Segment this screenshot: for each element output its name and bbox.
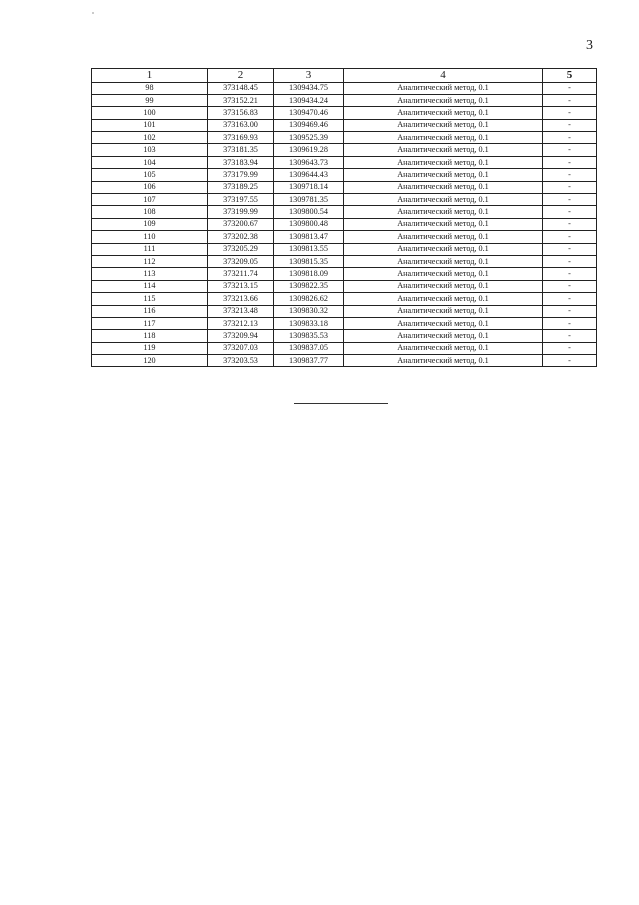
- cell-x-coordinate: 373189.25: [208, 181, 274, 193]
- cell-x-coordinate: 373179.99: [208, 169, 274, 181]
- cell-y-coordinate: 1309822.35: [274, 280, 344, 292]
- table-row: [92, 330, 597, 342]
- cell-note: -: [543, 255, 597, 267]
- cell-note: -: [543, 206, 597, 218]
- table-row: [92, 144, 597, 156]
- cell-note: -: [543, 280, 597, 292]
- cell-y-coordinate: 1309837.77: [274, 355, 344, 367]
- cell-method: Аналитический метод, 0.1: [344, 169, 543, 181]
- table-header: [92, 69, 597, 83]
- cell-note: -: [543, 355, 597, 367]
- table-row: [92, 243, 597, 255]
- header-col-4: 4: [344, 69, 543, 83]
- cell-method: Аналитический метод, 0.1: [344, 119, 543, 131]
- table-row: [92, 355, 597, 367]
- cell-note: -: [543, 268, 597, 280]
- cell-method: Аналитический метод, 0.1: [344, 132, 543, 144]
- cell-x-coordinate: 373163.00: [208, 119, 274, 131]
- cell-y-coordinate: 1309813.47: [274, 231, 344, 243]
- cell-point-number: 115: [92, 293, 208, 305]
- cell-y-coordinate: 1309837.05: [274, 342, 344, 354]
- cell-method: Аналитический метод, 0.1: [344, 206, 543, 218]
- cell-y-coordinate: 1309835.53: [274, 330, 344, 342]
- cell-y-coordinate: 1309800.54: [274, 206, 344, 218]
- cell-method: Аналитический метод, 0.1: [344, 181, 543, 193]
- cell-x-coordinate: 373169.93: [208, 132, 274, 144]
- cell-method: Аналитический метод, 0.1: [344, 218, 543, 230]
- table-row: [92, 156, 597, 168]
- cell-y-coordinate: 1309781.35: [274, 194, 344, 206]
- cell-method: Аналитический метод, 0.1: [344, 156, 543, 168]
- cell-x-coordinate: 373209.94: [208, 330, 274, 342]
- cell-method: Аналитический метод, 0.1: [344, 243, 543, 255]
- cell-point-number: 114: [92, 280, 208, 292]
- cell-method: Аналитический метод, 0.1: [344, 231, 543, 243]
- cell-point-number: 112: [92, 255, 208, 267]
- cell-method: Аналитический метод, 0.1: [344, 255, 543, 267]
- cell-note: -: [543, 94, 597, 106]
- cell-point-number: 109: [92, 218, 208, 230]
- cell-x-coordinate: 373152.21: [208, 94, 274, 106]
- cell-method: Аналитический метод, 0.1: [344, 144, 543, 156]
- cell-method: Аналитический метод, 0.1: [344, 280, 543, 292]
- cell-point-number: 106: [92, 181, 208, 193]
- end-divider-line: [294, 403, 388, 404]
- cell-point-number: 118: [92, 330, 208, 342]
- cell-x-coordinate: 373181.35: [208, 144, 274, 156]
- cell-y-coordinate: 1309643.73: [274, 156, 344, 168]
- cell-method: Аналитический метод, 0.1: [344, 342, 543, 354]
- cell-x-coordinate: 373199.99: [208, 206, 274, 218]
- cell-method: Аналитический метод, 0.1: [344, 293, 543, 305]
- cell-x-coordinate: 373212.13: [208, 317, 274, 329]
- cell-y-coordinate: 1309833.18: [274, 317, 344, 329]
- cell-x-coordinate: 373213.66: [208, 293, 274, 305]
- table-row: [92, 82, 597, 94]
- cell-x-coordinate: 373156.83: [208, 107, 274, 119]
- cell-y-coordinate: 1309800.48: [274, 218, 344, 230]
- table-row: [92, 280, 597, 292]
- page-number: 3: [586, 38, 593, 53]
- table-row: [92, 194, 597, 206]
- table-row: [92, 317, 597, 329]
- cell-point-number: 100: [92, 107, 208, 119]
- cell-point-number: 113: [92, 268, 208, 280]
- cell-y-coordinate: 1309813.55: [274, 243, 344, 255]
- cell-note: -: [543, 293, 597, 305]
- cell-note: -: [543, 231, 597, 243]
- table-row: [92, 268, 597, 280]
- cell-method: Аналитический метод, 0.1: [344, 317, 543, 329]
- table-row: [92, 305, 597, 317]
- header-col-3: 3: [274, 69, 344, 83]
- cell-point-number: 99: [92, 94, 208, 106]
- cell-note: -: [543, 132, 597, 144]
- table-row: [92, 218, 597, 230]
- cell-note: -: [543, 330, 597, 342]
- table-row: [92, 231, 597, 243]
- table-row: [92, 181, 597, 193]
- cell-point-number: 104: [92, 156, 208, 168]
- cell-point-number: 108: [92, 206, 208, 218]
- cell-y-coordinate: 1309644.43: [274, 169, 344, 181]
- cell-note: -: [543, 218, 597, 230]
- cell-note: -: [543, 107, 597, 119]
- cell-point-number: 119: [92, 342, 208, 354]
- cell-note: -: [543, 144, 597, 156]
- table-row: [92, 94, 597, 106]
- table-row: [92, 169, 597, 181]
- table-row: [92, 255, 597, 267]
- cell-x-coordinate: 373148.45: [208, 82, 274, 94]
- cell-point-number: 117: [92, 317, 208, 329]
- table-row: [92, 132, 597, 144]
- cell-note: -: [543, 82, 597, 94]
- cell-point-number: 103: [92, 144, 208, 156]
- cell-method: Аналитический метод, 0.1: [344, 94, 543, 106]
- cell-note: -: [543, 243, 597, 255]
- cell-y-coordinate: 1309815.35: [274, 255, 344, 267]
- cell-point-number: 105: [92, 169, 208, 181]
- cell-point-number: 116: [92, 305, 208, 317]
- cell-method: Аналитический метод, 0.1: [344, 330, 543, 342]
- cell-x-coordinate: 373183.94: [208, 156, 274, 168]
- cell-point-number: 102: [92, 132, 208, 144]
- cell-x-coordinate: 373213.15: [208, 280, 274, 292]
- cell-y-coordinate: 1309470.46: [274, 107, 344, 119]
- cell-note: -: [543, 169, 597, 181]
- cell-y-coordinate: 1309818.09: [274, 268, 344, 280]
- cell-note: -: [543, 119, 597, 131]
- cell-method: Аналитический метод, 0.1: [344, 194, 543, 206]
- cell-x-coordinate: 373211.74: [208, 268, 274, 280]
- cell-method: Аналитический метод, 0.1: [344, 107, 543, 119]
- table-row: [92, 342, 597, 354]
- cell-point-number: 101: [92, 119, 208, 131]
- cell-method: Аналитический метод, 0.1: [344, 268, 543, 280]
- table-row: [92, 107, 597, 119]
- cell-point-number: 120: [92, 355, 208, 367]
- cell-y-coordinate: 1309434.75: [274, 82, 344, 94]
- header-col-5: 5: [543, 69, 597, 83]
- cell-point-number: 111: [92, 243, 208, 255]
- cell-y-coordinate: 1309525.39: [274, 132, 344, 144]
- cell-note: -: [543, 181, 597, 193]
- cell-note: -: [543, 305, 597, 317]
- cell-x-coordinate: 373207.03: [208, 342, 274, 354]
- coordinates-table: [91, 68, 597, 367]
- cell-y-coordinate: 1309830.32: [274, 305, 344, 317]
- cell-x-coordinate: 373200.67: [208, 218, 274, 230]
- cell-note: -: [543, 194, 597, 206]
- table-body: [92, 82, 597, 367]
- scan-artifact: [92, 12, 94, 14]
- header-row: [92, 69, 597, 83]
- cell-note: -: [543, 317, 597, 329]
- cell-y-coordinate: 1309434.24: [274, 94, 344, 106]
- cell-note: -: [543, 156, 597, 168]
- cell-y-coordinate: 1309718.14: [274, 181, 344, 193]
- cell-method: Аналитический метод, 0.1: [344, 355, 543, 367]
- cell-method: Аналитический метод, 0.1: [344, 82, 543, 94]
- cell-point-number: 98: [92, 82, 208, 94]
- cell-method: Аналитический метод, 0.1: [344, 305, 543, 317]
- cell-note: -: [543, 342, 597, 354]
- cell-x-coordinate: 373203.53: [208, 355, 274, 367]
- cell-x-coordinate: 373213.48: [208, 305, 274, 317]
- header-col-1: 1: [92, 69, 208, 83]
- cell-x-coordinate: 373209.05: [208, 255, 274, 267]
- cell-y-coordinate: 1309469.46: [274, 119, 344, 131]
- cell-x-coordinate: 373197.55: [208, 194, 274, 206]
- cell-y-coordinate: 1309826.62: [274, 293, 344, 305]
- table-row: [92, 206, 597, 218]
- table-row: [92, 119, 597, 131]
- cell-point-number: 110: [92, 231, 208, 243]
- header-col-2: 2: [208, 69, 274, 83]
- cell-x-coordinate: 373202.38: [208, 231, 274, 243]
- cell-x-coordinate: 373205.29: [208, 243, 274, 255]
- cell-point-number: 107: [92, 194, 208, 206]
- cell-y-coordinate: 1309619.28: [274, 144, 344, 156]
- table-row: [92, 293, 597, 305]
